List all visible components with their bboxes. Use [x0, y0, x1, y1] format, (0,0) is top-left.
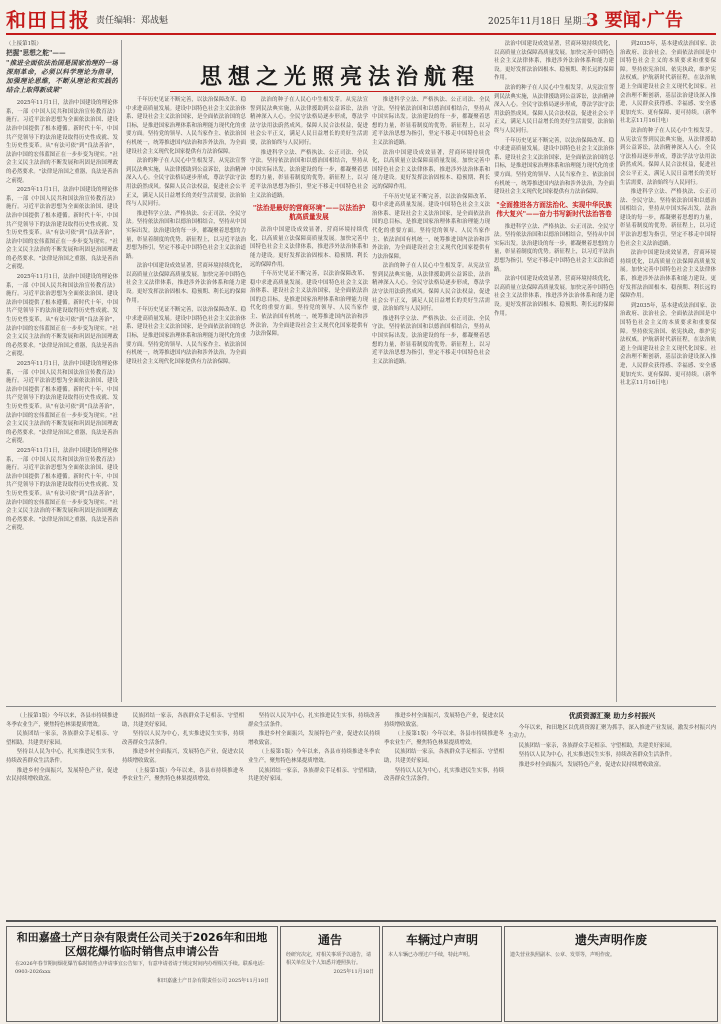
left-article-body-repeat: 2025年11月1日，法治中国建设的理论体系，一部《中国人民共和国法治宣传教育法》施行。习近平法治思想为全面依法治国、建设法治中国提供了根本遵循。新时代十年，中国共产党领导下的法治建设取得历史性成就、发生历史性变革。从"有法可依"到"良法善治"，法治中国的宏伟蓝图正在一步步变为现实。"社会主义民主法治的不断发展和巩固是治国理政的必然要求。"法律是治国之重器，良法是善治之前提。: [6, 361, 118, 445]
right-paragraph: 到2035年，基本建成法治国家、法治政府、法治社会。全面依法治国是中国特色社会主义的本质要求和重要保障。坚持依宪治国、依宪执政，维护宪法权威。护航新时代新征程，在法治轨道上全面建设社会主义现代化国家。社会治理不断创新，基层法治建设深入推进，人民群众获得感、幸福感、安全感更加充实、更有保障、更可持续。（新华社北京11月16日电）: [620, 41, 716, 125]
lower-right-title: 优质资源汇聚 助力乡村振兴: [568, 712, 656, 720]
lower-paragraph: 今年以来，和田地区以优质资源汇聚为抓手，深入推进产业发展，激发乡村振兴内生动力。: [508, 724, 716, 740]
ad-lost-title: 遗失声明作废: [574, 933, 647, 947]
center-paragraph: 推进科学立法、严格执法、公正司法、全民守法。坚持依法治国和以德治国相结合，坚持从中国实际出发。法治建设的每一步，都凝聚着思想的力量，彰显着制度的优势。新征程上，以习近平法治思想为指引，坚定不移走中国特色社会主义法治道路。: [372, 97, 490, 146]
ad-car-title: 车辆过户声明: [405, 933, 478, 947]
center-paragraph: 千年历史见证不断完善，以法治保障改革、稳中求进高质量发展。建设中国特色社会主义法治体系、建设社会主义法治国家，是全面依法治国的总目标，是推进国家治理体系和治理能力现代化的重要方面。坚持党的领导、人民当家作主、依法治国有机统一，统筹推进国内法治和涉外法治，为全面建设社会主义现代化国家提供有力法治保障。: [250, 271, 368, 338]
lower-paragraph: 推进乡村全面振兴，发展特色产业，促进农民持续增收致富。: [6, 767, 118, 783]
center-paragraph: 法治的种子在人民心中生根发芽。从宪法宣誓到民法典实施，从法律援助到公益诉讼，法治精神深入人心。全民守法格局逐步形成，尊法学法守法用法蔚然成风。保障人民合法权益，促进社会公平正义，满足人民日益增长的美好生活需要，法治始终与人民同行。: [372, 263, 490, 313]
center-paragraph: 千年历史见证不断完善，以法治保障改革、稳中求进高质量发展。建设中国特色社会主义法治体系、建设社会主义法治国家，是全面依法治国的总目标，是推进国家治理体系和治理能力现代化的重要方面。坚持党的领导、人民当家作主、依法治国有机统一，统筹推进国内法治和涉外法治，为全面建设社会主义现代化国家提供有力法治保障。: [126, 307, 246, 365]
center-paragraph: 法治中国建设成效显著，营商环境持续优化，以高质量立法保障高质量发展。加快完善中国特色社会主义法律体系，推进涉外法治体系和能力建设。更好发挥法治固根本、稳预期、利长远的保障作用。: [494, 276, 614, 317]
ad-fireworks-notice: [6, 926, 278, 1022]
ad-fireworks-title: 和田嘉盛土产日杂有限责任公司关于2026年和田地区烟花爆竹临时销售点申请公告: [16, 931, 268, 958]
ad-notice: [280, 926, 380, 1022]
right-subhead: "全面推进各方面法治化、实现中华民族伟大复兴"——奋力书写新时代法治答卷: [496, 200, 612, 218]
center-paragraph: 千年历史见证不断完善，以法治保障改革、稳中求进高质量发展。建设中国特色社会主义法治体系、建设社会主义法治国家，是全面依法治国的总目标，是推进国家治理体系和治理能力现代化的重要方面。坚持党的领导、人民当家作主、依法治国有机统一，统筹推进国内法治和涉外法治，为全面建设社会主义现代化国家提供有力法治保障。: [494, 137, 614, 196]
main-headline: 思想之光照亮法治航程: [199, 65, 480, 90]
column-divider: [121, 40, 122, 702]
lower-paragraph: 坚持以人民为中心，扎实推进民生实事，持续改善群众生活条件。: [384, 767, 504, 783]
ad-fireworks-sign: 和田嘉盛土产日杂有限责任公司 2025年11月18日: [156, 978, 269, 985]
lower-mid-article-3: [384, 712, 504, 916]
newspaper-logo: 和田日报: [6, 8, 90, 32]
lower-left-article: [6, 712, 118, 916]
left-article-quote: "推进全面依法治国是国家治理的一场深刻革命，必须以科学理论为指导，加强理论思维，不断从理论和实践的结合上取得新成果": [6, 59, 118, 95]
page-header: [0, 0, 721, 36]
lower-paragraph: 推进乡村全面振兴，发展特色产业，促进农民持续增收致富。: [122, 749, 244, 764]
left-article-body-repeat: 2025年11月1日，法治中国建设的理论体系，一部《中国人民共和国法治宣传教育法》施行。习近平法治思想为全面依法治国、建设法治中国提供了根本遵循。新时代十年，中国共产党领导下的法治建设取得历史性成就、发生历史性变革。从"有法可依"到"良法善治"，法治中国的宏伟蓝图正在一步步变为现实。"社会主义民主法治的不断发展和巩固是治国理政的必然要求。"法律是治国之重器，良法是善治之前提。: [6, 447, 118, 532]
center-column-1: [126, 96, 246, 702]
right-paragraph: 推进科学立法、严格执法、公正司法、全民守法。坚持依法治国和以德治国相结合，坚持从中国实际出发。法治建设的每一步，都凝聚着思想的力量，彰显着制度的优势。新征程上，以习近平法治思想为指引，坚定不移走中国特色社会主义法治道路。: [620, 189, 716, 247]
ads-rule: [6, 920, 716, 922]
center-paragraph: 推进科学立法、严格执法、公正司法、全民守法。坚持依法治国和以德治国相结合，坚持从中国实际出发。法治建设的每一步，都凝聚着思想的力量，彰显着制度的优势。新征程上，以习近平法治思想为指引，坚定不移走中国特色社会主义法治道路。: [126, 210, 246, 260]
center-subhead: "法治是最好的营商环境"——以法治护航高质量发展: [252, 204, 366, 222]
right-paragraph: 法治中国建设成效显著，营商环境持续优化，以高质量立法保障高质量发展。加快完善中国特色社会主义法律体系，推进涉外法治体系和能力建设。更好发挥法治固根本、稳预期、利长远的保障作用。: [620, 250, 716, 300]
left-article-body-repeat: 2025年11月1日，法治中国建设的理论体系，一部《中国人民共和国法治宣传教育法》施行。习近平法治思想为全面依法治国、建设法治中国提供了根本遵循。新时代十年，中国共产党领导下的法治建设取得历史性成就、发生历史性变革。从"有法可依"到"良法善治"，法治中国的宏伟蓝图正在一步步变为现实。"社会主义民主法治的不断发展和巩固是治国理政的必然要求。"法律是治国之重器，良法是善治之前提。: [6, 274, 118, 358]
lower-paragraph: 民族团结一家亲，各族群众手足相亲、守望相助，共建美好家园。: [6, 731, 118, 746]
center-paragraph: 推进科学立法、严格执法、公正司法、全民守法。坚持依法治国和以德治国相结合，坚持从中国实际出发。法治建设的每一步，都凝聚着思想的力量，彰显着制度的优势。新征程上，以习近平法治思想为指引，坚定不移走中国特色社会主义法治道路。: [494, 223, 614, 273]
left-article-body-repeat: 2025年11月1日，法治中国建设的理论体系，一部《中国人民共和国法治宣传教育法》施行。习近平法治思想为全面依法治国、建设法治中国提供了根本遵循。新时代十年，中国共产党领导下的法治建设取得历史性成就、发生历史性变革。从"有法可依"到"良法善治"，法治中国的宏伟蓝图正在一步步变为现实。"社会主义民主法治的不断发展和巩固是治国理政的必然要求。"法律是治国之重器，良法是善治之前提。: [6, 187, 118, 271]
lower-paragraph: 民族团结一家亲，各族群众手足相亲、守望相助，共建美好家园。: [518, 742, 676, 749]
headline-rule: [170, 91, 510, 92]
center-column-2: [250, 96, 368, 702]
column-divider: [616, 40, 617, 702]
center-paragraph: 法治的种子在人民心中生根发芽。从宪法宣誓到民法典实施，从法律援助到公益诉讼，法治精神深入人心。全民守法格局逐步形成，尊法学法守法用法蔚然成风。保障人民合法权益，促进社会公平正义，满足人民日益增长的美好生活需要，法治始终与人民同行。: [250, 97, 368, 146]
center-paragraph: 法治中国建设成效显著，营商环境持续优化，以高质量立法保障高质量发展。加快完善中国特色社会主义法律体系，推进涉外法治体系和能力建设。更好发挥法治固根本、稳预期、利长远的保障作用。: [126, 263, 246, 304]
lower-mid-article-2: [248, 712, 380, 916]
lower-paragraph: （上接第1版）今年以来，各县市持续推进冬季农业生产，聚焦特色林果提质增效。: [248, 749, 380, 764]
ad-car-body: 本人车辆已办理过户手续，特此声明。: [388, 952, 474, 958]
ad-notice-sign: 2025年11月18日: [333, 969, 374, 976]
left-article: [6, 40, 118, 702]
lower-mid-article-1: [122, 712, 244, 916]
center-paragraph: 法治中国建设成效显著，营商环境持续优化，以高质量立法保障高质量发展。加快完善中国特色社会主义法律体系，推进涉外法治体系和能力建设。更好发挥法治固根本、稳预期、利长远的保障作用。: [494, 41, 614, 82]
continued-label: （上接第1版）: [6, 41, 42, 47]
center-column-4: [494, 40, 614, 702]
right-column: [620, 40, 716, 702]
right-paragraph: 到2035年，基本建成法治国家、法治政府、法治社会。全面依法治国是中国特色社会主义的本质要求和重要保障。坚持依宪治国、依宪执政，维护宪法权威。护航新时代新征程，在法治轨道上全面建设社会主义现代化国家。社会治理不断创新，基层法治建设深入推进，人民群众获得感、幸福感、安全感更加充实、更有保障、更可持续。（新华社北京11月16日电）: [620, 302, 716, 387]
center-paragraph: 千年历史见证不断完善，以法治保障改革、稳中求进高质量发展。建设中国特色社会主义法治体系、建设社会主义法治国家，是全面依法治国的总目标，是推进国家治理体系和治理能力现代化的重要方面。坚持党的领导、人民当家作主、依法治国有机统一，统筹推进国内法治和涉外法治，为全面建设社会主义现代化国家提供有力法治保障。: [126, 97, 246, 155]
left-article-body: 2025年11月1日，法治中国建设的理论体系，一部《中国人民共和国法治宣传教育法》施行。习近平法治思想为全面依法治国、建设法治中国提供了根本遵循。新时代十年，中国共产党领导下的法治建设取得历史性成就、发生历史性变革。从"有法可依"到"良法善治"，法治中国的宏伟蓝图正在一步步变为现实。"社会主义民主法治的不断发展和巩固是治国理政的必然要求。"法律是治国之重器，良法是善治之前提。: [6, 100, 118, 184]
lower-paragraph: 推进乡村全面振兴，发展特色产业，促进农民持续增收致富。: [518, 761, 665, 768]
lower-right-article: [508, 712, 716, 916]
lower-paragraph: （上接第1版）今年以来，各县市持续推进冬季农业生产，聚焦特色林果提质增效。: [384, 731, 504, 746]
lower-paragraph: 推进乡村全面振兴，发展特色产业，促进农民持续增收致富。: [384, 713, 504, 728]
center-paragraph: 推进科学立法、严格执法、公正司法、全民守法。坚持依法治国和以德治国相结合，坚持从中国实际出发。法治建设的每一步，都凝聚着思想的力量，彰显着制度的优势。新征程上，以习近平法治思想为指引，坚定不移走中国特色社会主义法治道路。: [372, 315, 490, 365]
ad-car-transfer: [382, 926, 502, 1022]
lower-paragraph: （上接第1版）今年以来，各县市持续推进冬季农业生产，聚焦特色林果提质增效。: [122, 767, 244, 783]
lower-paragraph: 民族团结一家亲，各族群众手足相亲、守望相助，共建美好家园。: [384, 749, 504, 764]
header-rule: [6, 33, 716, 35]
lower-paragraph: 坚持以人民为中心，扎实推进民生实事，持续改善群众生活条件。: [6, 749, 118, 764]
issue-date: 2025年11月18日 星期二: [488, 17, 591, 27]
lower-paragraph: 坚持以人民为中心，扎实推进民生实事，持续改善群众生活条件。: [518, 752, 676, 759]
lower-paragraph: （上接第1版）今年以来，各县市持续推进冬季农业生产，聚焦特色林果提质增效。: [6, 713, 118, 728]
center-paragraph: 千年历史见证不断完善，以法治保障改革、稳中求进高质量发展。建设中国特色社会主义法治体系、建设社会主义法治国家，是全面依法治国的总目标，是推进国家治理体系和治理能力现代化的重要方面。坚持党的领导、人民当家作主、依法治国有机统一，统筹推进国内法治和涉外法治，为全面建设社会主义现代化国家提供有力法治保障。: [372, 193, 490, 260]
lower-paragraph: 民族团结一家亲，各族群众手足相亲、守望相助，共建美好家园。: [122, 713, 244, 728]
page-label: 3 要闻·广告: [586, 10, 684, 31]
ad-fireworks-body: 在2026年春节期间烟花爆竹临时销售点申请事宜公告如下，有意申请者请于规定时间内办理相关手续。联系电话：0903-2026xxx: [15, 961, 268, 975]
center-paragraph: 法治的种子在人民心中生根发芽。从宪法宣誓到民法典实施，从法律援助到公益诉讼，法治精神深入人心。全民守法格局逐步形成，尊法学法守法用法蔚然成风。保障人民合法权益，促进社会公平正义，满足人民日益增长的美好生活需要，法治始终与人民同行。: [494, 84, 614, 134]
section-rule: [6, 706, 716, 707]
center-paragraph: 法治中国建设成效显著，营商环境持续优化，以高质量立法保障高质量发展。加快完善中国特色社会主义法律体系，推进涉外法治体系和能力建设。更好发挥法治固根本、稳预期、利长远的保障作用。: [250, 227, 368, 268]
center-paragraph: 法治的种子在人民心中生根发芽。从宪法宣誓到民法典实施，从法律援助到公益诉讼，法治精神深入人心。全民守法格局逐步形成，尊法学法守法用法蔚然成风。保障人民合法权益，促进社会公平正义，满足人民日益增长的美好生活需要，法治始终与人民同行。: [126, 158, 246, 208]
editor-credit: 责任编辑：郑战魁: [96, 16, 169, 26]
center-paragraph: 推进科学立法、严格执法、公正司法、全民守法。坚持依法治国和以德治国相结合，坚持从中国实际出发。法治建设的每一步，都凝聚着思想的力量，彰显着制度的优势。新征程上，以习近平法治思想为指引，坚定不移走中国特色社会主义法治道路。: [250, 149, 368, 199]
left-article-title: 把握"思想之舵"——: [6, 48, 66, 57]
ad-notice-body: 经研究决定，对相关事项予以通告，请相关单位及个人知悉并遵照执行。: [286, 952, 372, 966]
right-paragraph: 法治的种子在人民心中生根发芽。从宪法宣誓到民法典实施，从法律援助到公益诉讼，法治精神深入人心。全民守法格局逐步形成，尊法学法守法用法蔚然成风。保障人民合法权益，促进社会公平正义，满足人民日益增长的美好生活需要，法治始终与人民同行。: [620, 127, 716, 186]
ad-notice-title: 通告: [317, 933, 342, 947]
ad-lost-statement: [504, 926, 718, 1022]
ad-lost-body: 遗失营业执照副本、公章、发票等，声明作废。: [510, 952, 616, 958]
lower-paragraph: 推进乡村全面振兴，发展特色产业，促进农民持续增收致富。: [248, 731, 380, 746]
lower-paragraph: 坚持以人民为中心，扎实推进民生实事，持续改善群众生活条件。: [122, 731, 244, 746]
lower-paragraph: 坚持以人民为中心，扎实推进民生实事，持续改善群众生活条件。: [248, 713, 380, 728]
lower-paragraph: 民族团结一家亲，各族群众手足相亲、守望相助，共建美好家园。: [248, 767, 380, 783]
center-column-3: [372, 96, 490, 702]
center-paragraph: 法治中国建设成效显著，营商环境持续优化，以高质量立法保障高质量发展。加快完善中国特色社会主义法律体系，推进涉外法治体系和能力建设。更好发挥法治固根本、稳预期、利长远的保障作用。: [372, 149, 490, 190]
